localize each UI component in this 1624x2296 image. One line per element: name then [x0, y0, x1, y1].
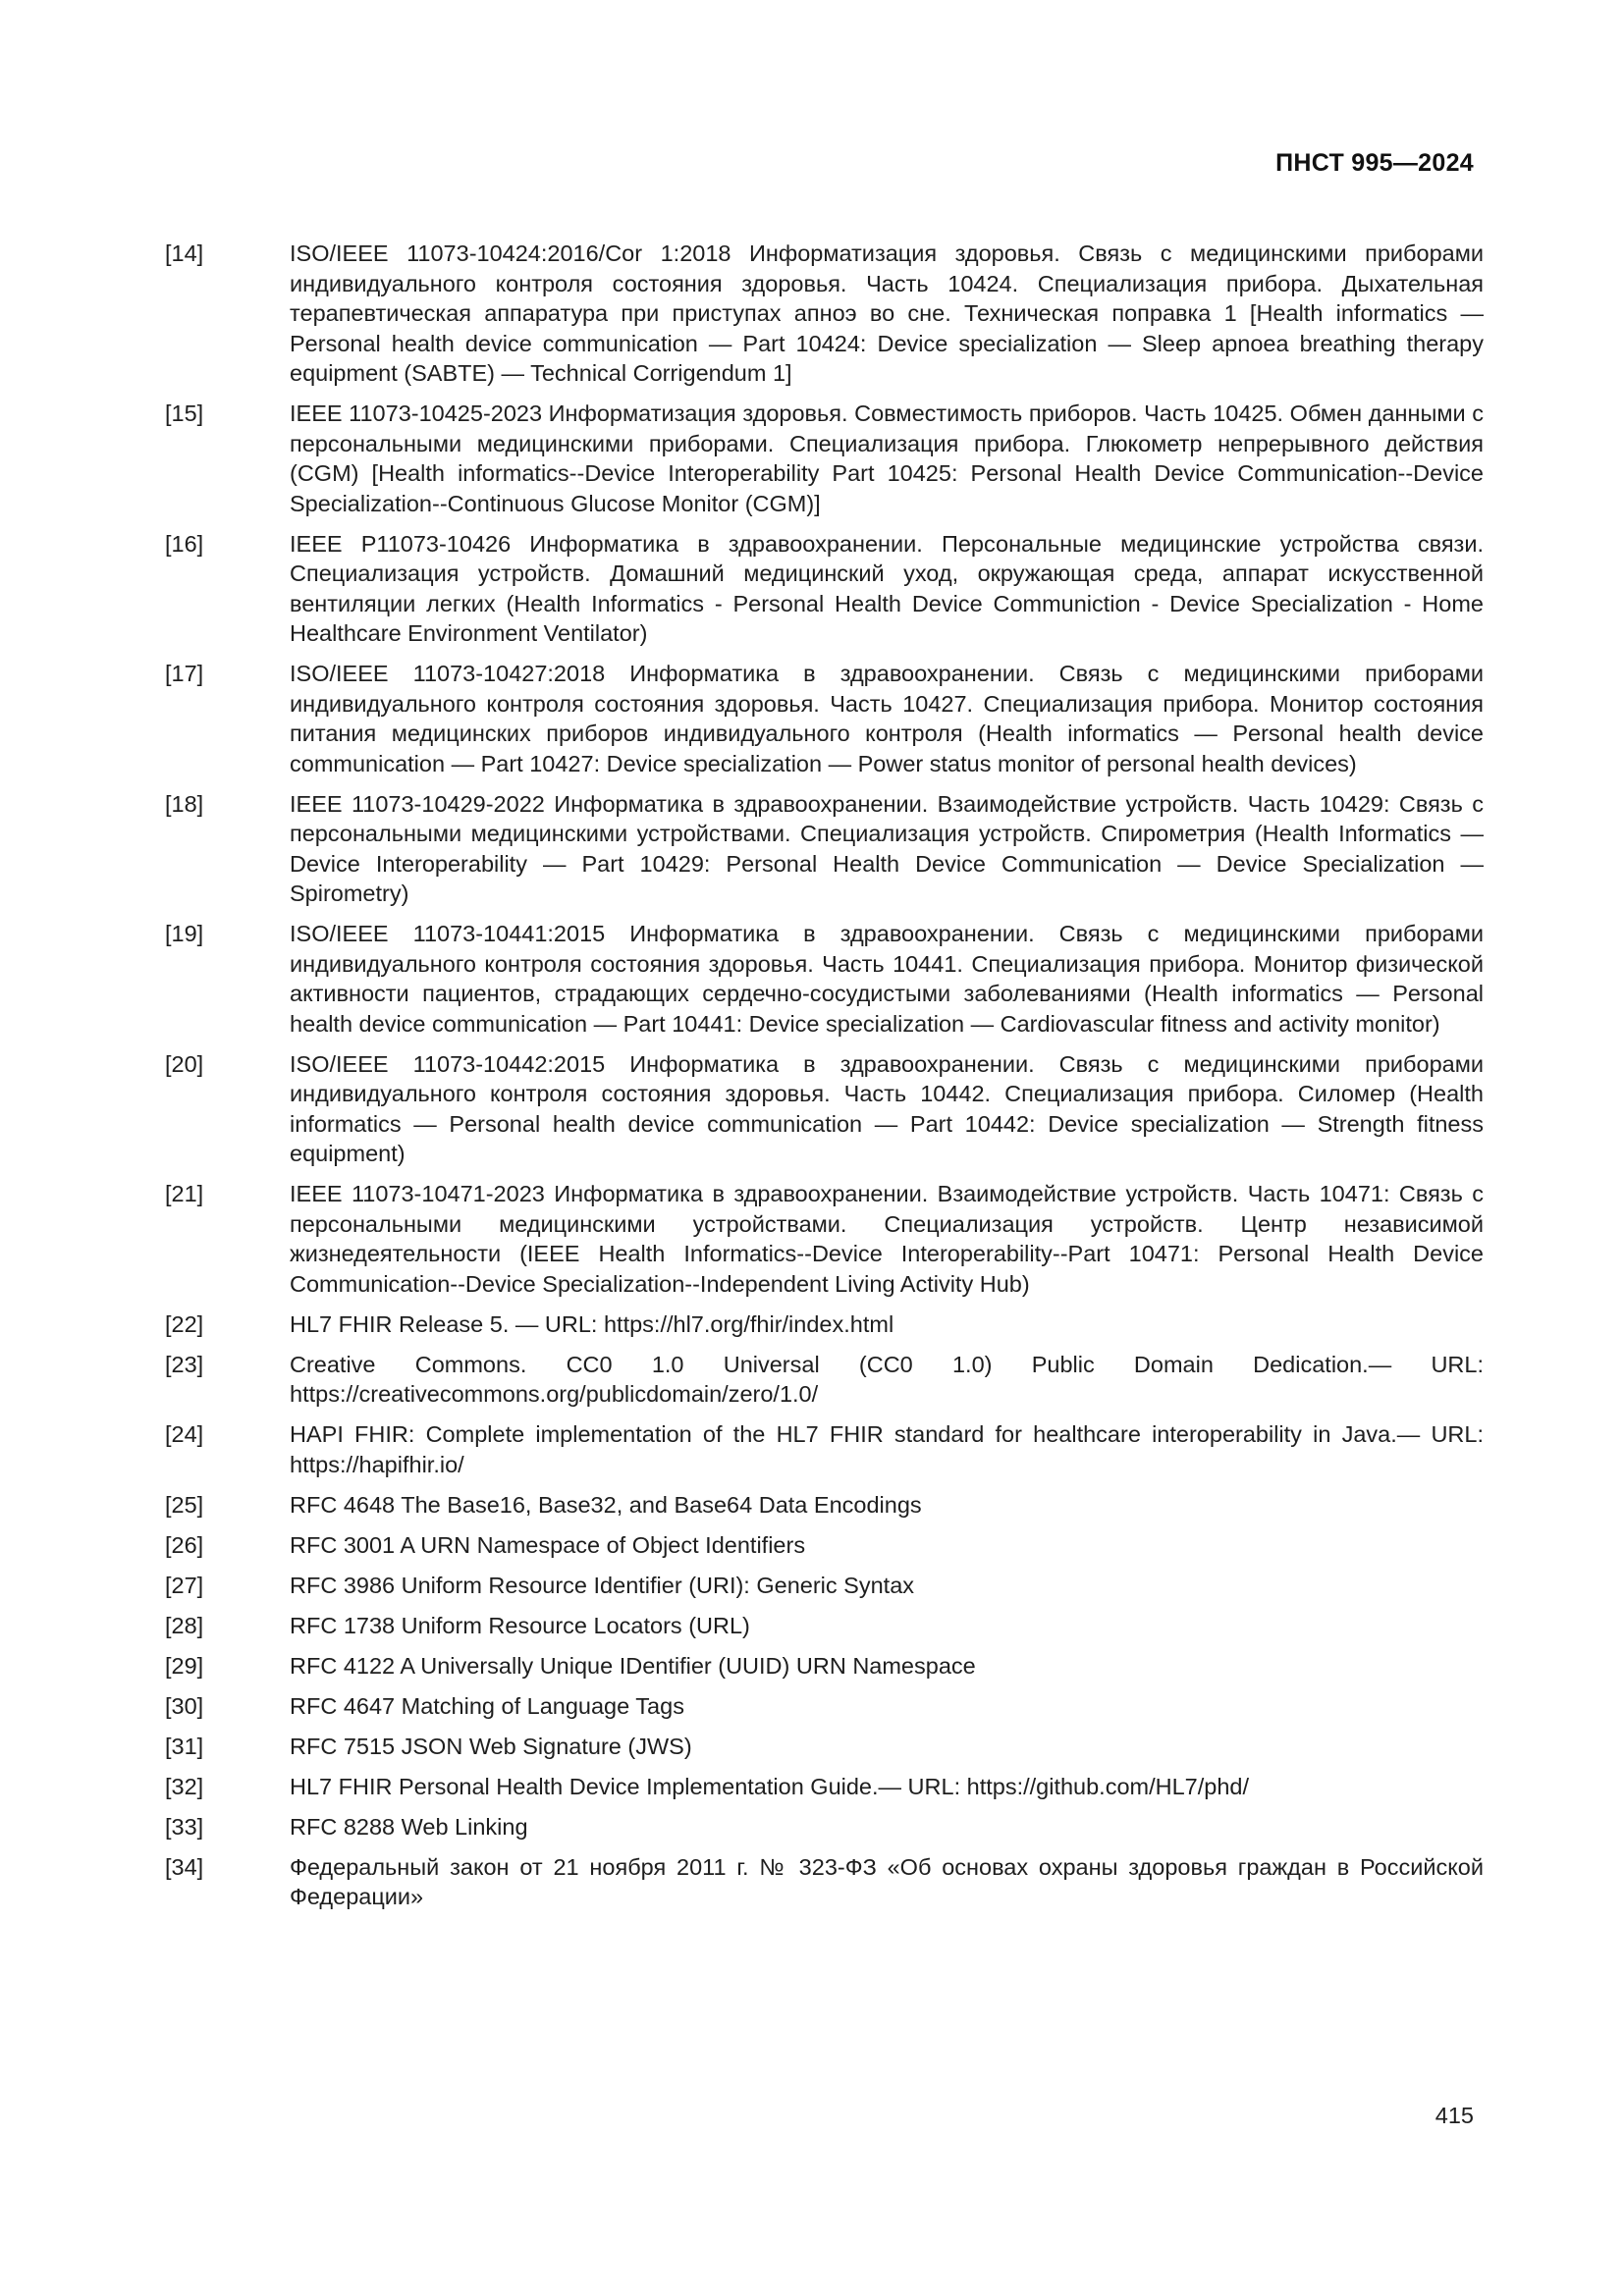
entry-text: HL7 FHIR Personal Health Device Implementation Guide.— URL: https://github.com/HL7/phd/: [290, 1773, 1250, 1799]
entry-number: [14]: [165, 240, 204, 266]
entry-number: [25]: [165, 1491, 204, 1518]
entry-text: RFC 7515 JSON Web Signature (JWS): [290, 1733, 692, 1759]
bibliography-entry: [165, 239, 1484, 389]
entry-text: ISO/IEEE 11073-10427:2018 Информатика в здравоохранении. Связь с медицинскими приборами индивидуального контроля состояния здоровья. Часть 10427. Специализация прибора. Монитор состояния питания медицинских приборов индивидуального контроля (Health informatics — Personal health device communication — Part 10427: Device specialization — Power status monitor of personal health devices): [290, 661, 1484, 776]
entry-text: IEEE 11073-10471-2023 Информатика в здравоохранении. Взаимодействие устройств. Часть 10471: Связь с персональными медицинскими устройствами. Специализация устройств. Центр независимой жизнедеятельности (IEEE Health Informatics--Device Interoperability--Part 10471: Personal Health Device Communication--Device Specialization--Independent Living Activity Hub): [290, 1181, 1484, 1297]
bibliography-entry: [165, 1691, 1484, 1722]
bibliography-entry: [165, 919, 1484, 1039]
bibliography-entry: [165, 1309, 1484, 1340]
entry-text: RFC 3001 A URN Namespace of Object Identifiers: [290, 1531, 806, 1558]
entry-number: [31]: [165, 1733, 204, 1759]
entry-number: [27]: [165, 1572, 204, 1598]
bibliography-entry: [165, 399, 1484, 518]
entry-text: IEEE 11073-10425-2023 Информатизация здоровья. Совместимость приборов. Часть 10425. Обмен данными с персональными медицинскими приборами. Специализация прибора. Глюкометр непрерывного действия (CGM) [Health informatics--Device Interoperability Part 10425: Personal Health Device Communication--Device Specialization--Continuous Glucose Monitor (CGM)]: [290, 400, 1484, 516]
bibliography-entry: [165, 1179, 1484, 1299]
entry-number: [18]: [165, 790, 204, 817]
entry-text: Федеральный закон от 21 ноября 2011 г. № 323-ФЗ «Об основах охраны здоровья граждан в Российской Федерации»: [290, 1853, 1484, 1909]
entry-number: [24]: [165, 1421, 204, 1447]
entry-text: HL7 FHIR Release 5. — URL: https://hl7.org/fhir/index.html: [290, 1310, 894, 1337]
entry-text: ISO/IEEE 11073-10424:2016/Cor 1:2018 Информатизация здоровья. Связь с медицинскими приборами индивидуального контроля состояния здоровья. Часть 10424. Специализация прибора. Дыхательная терапевтическая аппаратура при приступах апноэ во сне. Техническая поправка 1 [Health informatics — Personal health device communication — Part 10424: Device specialization — Sleep apnoea breathing therapy equipment (SABTE) — Technical Corrigendum 1]: [290, 240, 1484, 386]
bibliography-entry: [165, 1772, 1484, 1802]
entry-number: [16]: [165, 530, 204, 557]
entry-number: [33]: [165, 1813, 204, 1840]
entry-text: Creative Commons. CC0 1.0 Universal (CC0 1.0) Public Domain Dedication.— URL: https://creativecommons.org/publicdomain/zero/1.0/: [290, 1351, 1484, 1407]
entry-number: [23]: [165, 1351, 204, 1377]
document-code: ПНСТ 995—2024: [1275, 149, 1474, 177]
entry-text: RFC 1738 Uniform Resource Locators (URL): [290, 1612, 750, 1638]
entry-text: RFC 8288 Web Linking: [290, 1813, 528, 1840]
entry-text: RFC 4647 Matching of Language Tags: [290, 1692, 684, 1719]
entry-number: [20]: [165, 1050, 204, 1077]
entry-text: IEEE P11073-10426 Информатика в здравоохранении. Персональные медицинские устройства связи. Специализация устройств. Домашний медицинский уход, окружающая среда, аппарат искусственной вентиляции легких (Health Informatics - Personal Health Device Communiction - Device Specialization - Home Healthcare Environment Ventilator): [290, 530, 1484, 646]
entry-number: [28]: [165, 1612, 204, 1638]
bibliography-entry: [165, 1350, 1484, 1410]
entry-number: [30]: [165, 1692, 204, 1719]
entry-text: RFC 4648 The Base16, Base32, and Base64 Data Encodings: [290, 1491, 922, 1518]
bibliography-list: [165, 239, 1484, 1922]
bibliography-entry: [165, 1732, 1484, 1762]
bibliography-entry: [165, 1611, 1484, 1641]
entry-text: RFC 4122 A Universally Unique IDentifier (UUID) URN Namespace: [290, 1652, 976, 1679]
entry-number: [29]: [165, 1652, 204, 1679]
entry-text: HAPI FHIR: Complete implementation of the HL7 FHIR standard for healthcare interoperability in Java.— URL: https://hapifhir.io/: [290, 1421, 1484, 1477]
bibliography-entry: [165, 1651, 1484, 1682]
page-number: 415: [1435, 2103, 1474, 2128]
entry-text: ISO/IEEE 11073-10442:2015 Информатика в здравоохранении. Связь с медицинскими приборами индивидуального контроля состояния здоровья. Часть 10442. Специализация прибора. Силомер (Health informatics — Personal health device communication — Part 10442: Device specialization — Strength fitness equipment): [290, 1050, 1484, 1166]
bibliography-entry: [165, 1571, 1484, 1601]
bibliography-entry: [165, 1530, 1484, 1561]
entry-text: RFC 3986 Uniform Resource Identifier (URI): Generic Syntax: [290, 1572, 915, 1598]
bibliography-entry: [165, 1812, 1484, 1842]
bibliography-entry: [165, 659, 1484, 778]
entry-number: [15]: [165, 400, 204, 426]
entry-number: [22]: [165, 1310, 204, 1337]
bibliography-entry: [165, 1852, 1484, 1912]
entry-number: [19]: [165, 921, 204, 946]
bibliography-entry: [165, 1049, 1484, 1169]
bibliography-entry: [165, 1490, 1484, 1521]
entry-number: [21]: [165, 1181, 204, 1206]
bibliography-entry: [165, 789, 1484, 909]
entry-number: [34]: [165, 1853, 204, 1880]
entry-number: [17]: [165, 661, 204, 686]
entry-text: IEEE 11073-10429-2022 Информатика в здравоохранении. Взаимодействие устройств. Часть 10429: Связь с персональными медицинскими устройствами. Специализация устройств. Спирометрия (Health Informatics — Device Interoperability — Part 10429: Personal Health Device Communication — Device Specialization — Spirometry): [290, 790, 1484, 906]
bibliography-entry: [165, 529, 1484, 649]
bibliography-entry: [165, 1419, 1484, 1479]
entry-number: [26]: [165, 1531, 204, 1558]
entry-number: [32]: [165, 1773, 204, 1799]
entry-text: ISO/IEEE 11073-10441:2015 Информатика в здравоохранении. Связь с медицинскими приборами индивидуального контроля состояния здоровья. Часть 10441. Специализация прибора. Монитор физической активности пациентов, страдающих сердечно-сосудистыми заболеваниями (Health informatics — Personal health device communication — Part 10441: Device specialization — Cardiovascular fitness and activity monitor): [290, 921, 1484, 1037]
